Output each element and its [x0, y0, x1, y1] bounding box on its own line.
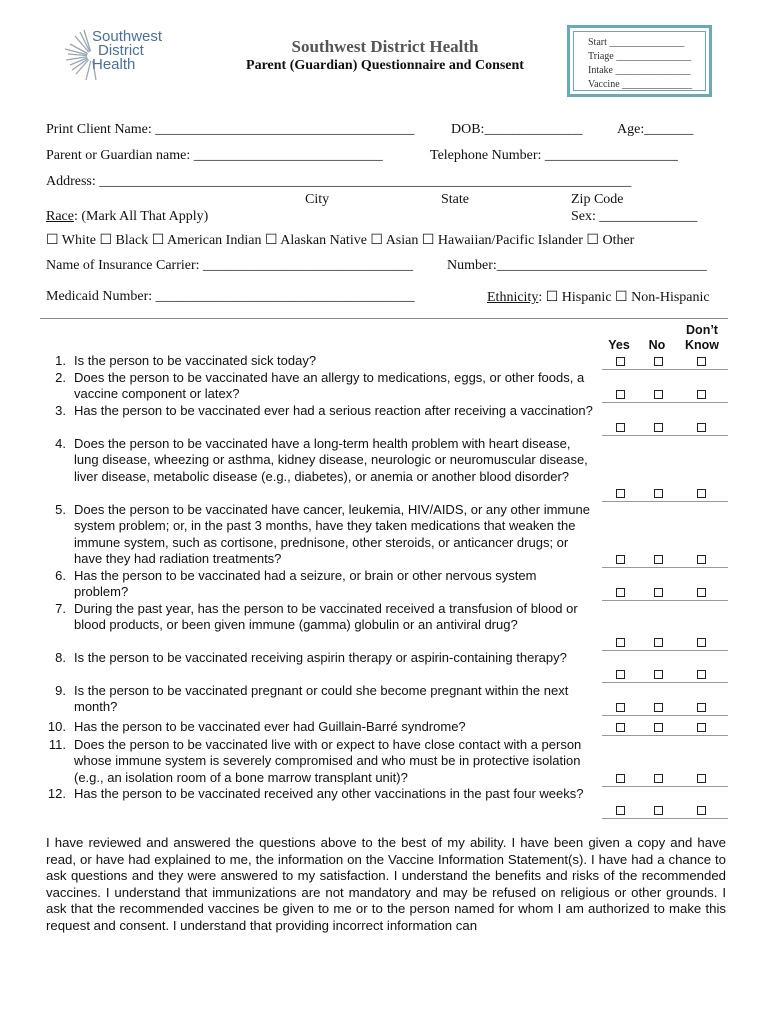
question-text: Has the person to be vaccinated ever had a serious reaction after receiving a vaccination? — [74, 403, 593, 418]
column-dont-know: Don’t Know — [684, 323, 720, 352]
consent-statement: I have reviewed and answered the questions above to the best of my ability. I have been given a copy and have read, or have had explained to me, the information on the Vaccine Information Statement(s). I have had a chance to ask questions and they were answered to my satisfaction. I understand the benefits and risks of the recommended vaccines. I understand that immunizations are not mandatory and may be refused on religious or other grounds. I ask that the recommended vaccines be given to me or to the person named for whom I am authorized to make this request and consent. I understand that providing incorrect information can — [46, 835, 726, 933]
no-checkbox[interactable] — [654, 423, 663, 432]
office-triage-line[interactable]: Triage _______________ — [588, 51, 692, 62]
yes-checkbox[interactable] — [616, 390, 625, 399]
dont-know-checkbox[interactable] — [697, 670, 706, 679]
city-label: City — [305, 192, 330, 207]
ethnicity-field[interactable] — [487, 289, 710, 306]
yes-checkbox[interactable] — [616, 588, 625, 597]
no-checkbox[interactable] — [654, 670, 663, 679]
question-number: 2. — [55, 370, 66, 385]
no-checkbox[interactable] — [654, 703, 663, 712]
question-number: 12. — [47, 786, 66, 801]
answer-row-divider — [602, 735, 728, 736]
dob-field[interactable]: DOB:______________ — [451, 122, 583, 137]
answer-row-divider — [602, 818, 728, 819]
question-number: 6. — [55, 568, 66, 583]
question-text: Has the person to be vaccinated had a seizure, or brain or other nervous system problem? — [74, 568, 537, 600]
no-checkbox[interactable] — [654, 588, 663, 597]
yes-checkbox[interactable] — [616, 703, 625, 712]
insurance-number-field[interactable]: Number:______________________________ — [447, 258, 707, 273]
yes-checkbox[interactable] — [616, 723, 625, 732]
state-label: State — [441, 192, 469, 207]
answer-row-divider — [602, 567, 728, 568]
question-text: Is the person to be vaccinated receiving aspirin therapy or aspirin-containing therapy? — [74, 650, 567, 665]
question-text: During the past year, has the person to be vaccinated received a transfusion of blood or blood products, or been given immune (gamma) globulin or an antiviral drug? — [74, 601, 578, 633]
org-title: Southwest District Health — [291, 37, 479, 56]
telephone-field[interactable]: Telephone Number: ___________________ — [430, 148, 678, 163]
answer-row-divider — [602, 715, 728, 716]
column-yes: Yes — [608, 338, 630, 352]
race-label: Race — [46, 209, 74, 224]
client-name-field[interactable]: Print Client Name: _____________________________________ — [46, 122, 415, 137]
age-field[interactable]: Age:_______ — [617, 122, 694, 137]
question-text: Is the person to be vaccinated pregnant or could she become pregnant within the next month? — [74, 683, 569, 715]
question-number: 10. — [47, 719, 66, 734]
question-text: Does the person to be vaccinated have cancer, leukemia, HIV/AIDS, or any other immune system problem; or, in the past 3 months, have they taken medications that weaken the immune system, such as cortisone, prednisone, other steroids, or anticancer drugs; or have they had radiation treatments? — [74, 502, 590, 567]
dont-know-checkbox[interactable] — [697, 489, 706, 498]
yes-checkbox[interactable] — [616, 357, 625, 366]
question-text: Does the person to be vaccinated have an allergy to medications, eggs, or other foods, a vaccine component or latex? — [74, 370, 585, 402]
question-text: Is the person to be vaccinated sick today? — [74, 353, 317, 368]
office-vaccine-line[interactable]: Vaccine ______________ — [588, 79, 693, 90]
dont-know-checkbox[interactable] — [697, 588, 706, 597]
section-divider — [40, 318, 728, 319]
dont-know-checkbox[interactable] — [697, 703, 706, 712]
sex-field[interactable]: Sex: ______________ — [571, 209, 698, 224]
form-title: Parent (Guardian) Questionnaire and Consent — [246, 58, 524, 73]
question-number: 7. — [55, 601, 66, 616]
question-number: 1. — [55, 353, 66, 368]
question-text: Has the person to be vaccinated ever had Guillain-Barré syndrome? — [74, 719, 466, 734]
question-number: 8. — [55, 650, 66, 665]
dont-know-checkbox[interactable] — [697, 423, 706, 432]
dont-know-checkbox[interactable] — [697, 774, 706, 783]
race-heading — [46, 209, 208, 225]
question-number: 5. — [55, 502, 66, 517]
no-checkbox[interactable] — [654, 638, 663, 647]
office-start-line[interactable]: Start _______________ — [588, 37, 685, 48]
no-checkbox[interactable] — [654, 806, 663, 815]
office-use-box — [567, 25, 712, 97]
dont-know-checkbox[interactable] — [697, 723, 706, 732]
no-checkbox[interactable] — [654, 489, 663, 498]
answer-row-divider — [602, 600, 728, 601]
question-text: Does the person to be vaccinated have a long-term health problem with heart disease, lung disease, wheezing or asthma, kidney disease, neurologic or neuromuscular disease, liver disease, metabolic disease (e.g., diabetes), or anemia or another blood disorder? — [74, 436, 588, 484]
no-checkbox[interactable] — [654, 357, 663, 366]
ethnicity-options[interactable]: : ☐ Hispanic ☐ Non-Hispanic — [538, 290, 710, 305]
logo-word: Southwest — [92, 28, 163, 45]
answer-row-divider — [602, 501, 728, 502]
logo-word: Health — [92, 56, 136, 73]
column-no: No — [648, 338, 666, 352]
question-number: 3. — [55, 403, 66, 418]
ethnicity-label: Ethnicity — [487, 290, 539, 305]
dont-know-checkbox[interactable] — [697, 357, 706, 366]
question-number: 4. — [55, 436, 66, 451]
dont-know-checkbox[interactable] — [697, 638, 706, 647]
answer-row-divider — [602, 682, 728, 683]
question-number: 9. — [55, 683, 66, 698]
logo-word: District — [98, 42, 144, 59]
answer-row-divider — [602, 435, 728, 436]
race-options[interactable]: ☐ White ☐ Black ☐ American Indian ☐ Alaskan Native ☐ Asian ☐ Hawaiian/Pacific Islander ☐ Other — [46, 233, 635, 248]
question-text: Has the person to be vaccinated received any other vaccinations in the past four weeks? — [74, 786, 584, 801]
no-checkbox[interactable] — [654, 555, 663, 564]
zip-label: Zip Code — [571, 192, 624, 207]
yes-checkbox[interactable] — [616, 555, 625, 564]
yes-checkbox[interactable] — [616, 774, 625, 783]
answer-row-divider — [602, 786, 728, 787]
dont-know-checkbox[interactable] — [697, 555, 706, 564]
guardian-name-field[interactable]: Parent or Guardian name: ___________________________ — [46, 148, 383, 163]
dont-know-checkbox[interactable] — [697, 390, 706, 399]
question-number: 11. — [48, 737, 66, 752]
no-checkbox[interactable] — [654, 390, 663, 399]
insurance-carrier-field[interactable]: Name of Insurance Carrier: ______________________________ — [46, 258, 414, 273]
yes-checkbox[interactable] — [616, 806, 625, 815]
office-intake-line[interactable]: Intake _______________ — [588, 65, 691, 76]
yes-checkbox[interactable] — [616, 638, 625, 647]
yes-checkbox[interactable] — [616, 670, 625, 679]
answer-row-divider — [602, 650, 728, 651]
answer-row-divider — [602, 369, 728, 370]
answer-row-divider — [602, 402, 728, 403]
dont-know-checkbox[interactable] — [697, 806, 706, 815]
yes-checkbox[interactable] — [616, 489, 625, 498]
no-checkbox[interactable] — [654, 774, 663, 783]
race-hint: : (Mark All That Apply) — [73, 209, 209, 224]
yes-checkbox[interactable] — [616, 423, 625, 432]
question-text: Does the person to be vaccinated live with or expect to have close contact with a person whose immune system is severely compromised and who must be in protective isolation (e.g., an isolation room of a bone marrow transplant unit)? — [74, 737, 582, 785]
address-field[interactable]: Address: ____________________________________________________________________________ — [46, 174, 632, 189]
medicaid-number-field[interactable]: Medicaid Number: _____________________________________ — [46, 289, 415, 304]
no-checkbox[interactable] — [654, 723, 663, 732]
